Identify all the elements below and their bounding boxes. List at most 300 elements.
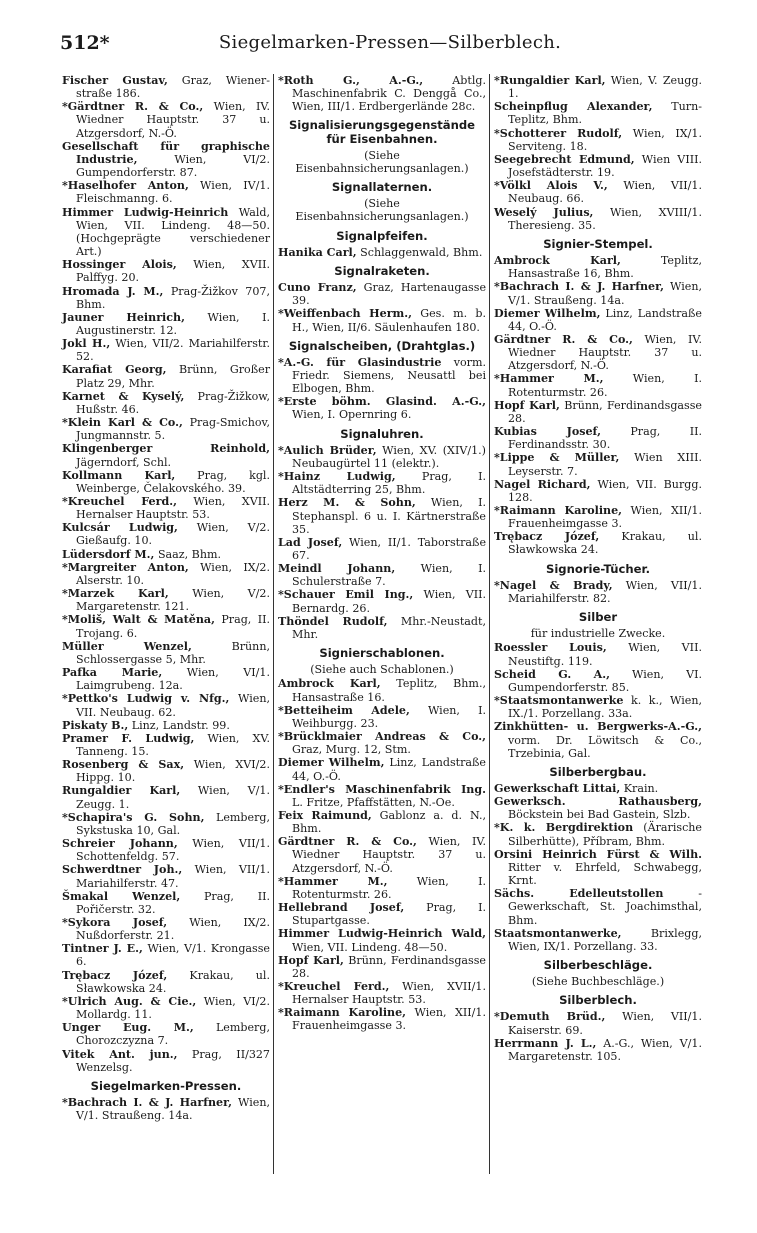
entry-name: *Sykora Josef,: [62, 916, 168, 929]
entry-address: Prag-Žižkov 707, Bhm.: [76, 284, 270, 311]
entry-address: Krain.: [620, 781, 659, 795]
column-3: [494, 74, 702, 1063]
directory-entry: [62, 587, 270, 613]
directory-entry: [494, 694, 702, 720]
entry-name: *Weiffenbach Herm.,: [278, 307, 413, 321]
directory-entry: [494, 451, 702, 477]
entry-name: Tintner J. E.,: [62, 942, 143, 956]
directory-entry: [62, 719, 270, 732]
entry-name: Lüdersdorf M.,: [62, 547, 155, 561]
directory-entry: [494, 372, 702, 398]
entry-address: Wien, II/1. Taborstraße 67.: [292, 535, 487, 562]
entry-name: Roessler Louis,: [494, 641, 607, 655]
entry-list: [494, 254, 702, 557]
directory-entry: [278, 307, 486, 333]
entry-address: Prag, II/327 Wenzelsg.: [76, 1047, 270, 1074]
entry-list: [62, 1096, 270, 1122]
entry-address: Brünn, Großer Platz 29, Mhr.: [76, 363, 270, 390]
entry-address: Wien, IV. Wiedner Hauptstr. 37 u. Atzgersdorf, N.-Ö.: [76, 100, 270, 140]
section-heading: Siegelmarken-Pressen.: [90, 1078, 242, 1093]
entry-address: Prag, II. Trojang. 6.: [76, 613, 270, 640]
entry-address: Wien, IV. Wiedner Hauptstr. 37 u. Atzgersdorf, N.-Ö.: [292, 835, 486, 875]
entry-address: Brixlegg, Wien, IX/1. Porzellang. 33.: [508, 926, 702, 953]
entry-address: Wien, IV. Wiedner Hauptstr. 37 u. Atzgersdorf, N.-Ö.: [508, 332, 702, 373]
directory-entry: [494, 127, 702, 153]
entry-list: [278, 444, 486, 641]
entry-name: Gärdtner R. & Co.,: [494, 332, 633, 346]
entry-name: Gewerkschaft Littai,: [494, 781, 621, 795]
entry-name: Staatsmontanwerke,: [494, 926, 622, 940]
entry-address: Wien, XVIII/1. Theresieng. 35.: [508, 205, 702, 232]
entry-name: *Staatsmontanwerke: [494, 694, 624, 708]
entry-name: Hromada J. M.,: [62, 284, 164, 298]
entry-name: *Demuth Brüd.,: [494, 1010, 606, 1024]
entry-address: Wien, IX/1. Serviteng. 18.: [508, 126, 703, 153]
entry-address: Linz, Landstraße 44, O.-Ö.: [292, 756, 486, 783]
directory-entry: [62, 548, 270, 561]
directory-entry: [62, 758, 270, 784]
directory-entry: [62, 311, 270, 337]
entry-name: Müller Wenzel,: [62, 639, 192, 653]
entry-address: Wien, I. Opernring 6.: [292, 408, 412, 422]
entry-address: Wien, VI/2. Gumpendorferstr. 87.: [76, 152, 270, 180]
directory-entry: [494, 206, 702, 232]
entry-address: Wien, VII/1. Neubaug. 66.: [508, 179, 702, 206]
directory-entry: [62, 206, 270, 259]
entry-address: Prag-Smichov, Jungmannstr. 5.: [76, 416, 270, 443]
directory-entry: [494, 1037, 702, 1063]
entry-address: L. Fritze, Pfaffstätten, N.-Oe.: [292, 795, 455, 809]
directory-entry: [494, 530, 702, 556]
entry-list: [278, 281, 486, 334]
entry-address: Brünn, Ferdinandsgasse 28.: [292, 953, 486, 980]
entry-address: Wien, VI/1. Laimgrubeng. 12a.: [76, 666, 270, 693]
entry-address: Graz, Hartenaugasse 39.: [292, 281, 487, 308]
entry-list: [278, 246, 486, 259]
entry-name: Pramer F. Ludwig,: [62, 731, 195, 745]
entry-address: Krakau, ul. Sławkowska 24.: [76, 968, 270, 995]
entry-address: Wien, XV. (XIV/1.) Neubaugürtel 11 (elektr.).: [292, 443, 486, 470]
entry-name: *Hammer M.,: [278, 874, 388, 888]
directory-entry: [494, 307, 702, 333]
entry-list: [494, 641, 702, 759]
entry-name: *Margreiter Anton,: [62, 560, 189, 574]
directory-entry: [278, 875, 486, 901]
entry-name: *Endler's Maschinenfabrik Ing.: [278, 782, 486, 796]
entry-list: [494, 1010, 702, 1063]
section-heading: Signalpfeifen.: [336, 228, 428, 243]
section-note: (Siehe Buchbeschläge.): [531, 975, 665, 989]
directory-entry: [278, 927, 486, 953]
entry-address: Prag, I. Stupartgasse.: [292, 901, 486, 928]
entry-name: *Raimann Karoline,: [278, 1006, 407, 1020]
entry-name: *Bachrach I. & J. Harfner,: [494, 280, 664, 294]
directory-entry: [494, 1010, 702, 1036]
directory-entry: [62, 1048, 270, 1074]
column-divider: [489, 74, 490, 1174]
entry-address: Prag-Žižkow, Hußstr. 46.: [76, 389, 270, 416]
entry-name: *Pettko's Ludwig v. Nfg.,: [62, 692, 230, 706]
entry-address: Prag, I. Altstädterring 25, Bhm.: [292, 470, 486, 497]
entry-list: [494, 74, 702, 232]
directory-columns: [62, 74, 702, 1214]
entry-address: Wien, V/1. Straußeng. 14a.: [76, 1096, 270, 1123]
directory-entry: [494, 641, 702, 667]
entry-address: Wien, VII/2. Mariahilferstr. 52.: [76, 337, 270, 364]
entry-name: *Moliš, Walt & Matěna,: [62, 613, 215, 627]
entry-address: Wien, VII/1. Mariahilferstr. 82.: [508, 578, 702, 605]
entry-address: Wien, XVII. Palffyg. 20.: [76, 258, 271, 285]
entry-name: Diemer Wilhelm,: [494, 306, 601, 320]
directory-entry: [494, 668, 702, 694]
entry-name: Scheinpflug Alexander,: [494, 100, 653, 114]
entry-address: Schlaggenwald, Bhm.: [356, 245, 483, 259]
directory-entry: [62, 100, 270, 139]
entry-address: Krakau, ul. Sławkowska 24.: [508, 530, 702, 557]
entry-address: vorm. Dr. Löwitsch & Co., Trzebinia, Gal.: [508, 733, 702, 760]
entry-address: Wien, V/1. Straußeng. 14a.: [508, 280, 702, 307]
entry-name: *Marzek Karl,: [62, 587, 169, 601]
entry-name: Šmakal Wenzel,: [62, 889, 181, 903]
entry-address: - Gewerkschaft, St. Joachimsthal, Bhm.: [508, 887, 703, 927]
entry-address: Wien, I. Stephanspl. 6 u. I. Kärtnerstraße 35.: [292, 496, 486, 536]
entry-address: (Ärarische Silberhütte), Příbram, Bhm.: [508, 821, 702, 848]
directory-entry: [62, 258, 270, 284]
entry-address: Lemberg, Sykstuska 10, Gal.: [76, 810, 271, 837]
entry-address: Abtlg. Maschinenfabrik C. Denggå Co., Wien, III/1. Erdbergerlände 28c.: [292, 74, 486, 114]
entry-name: Unger Eug. M.,: [62, 1021, 194, 1035]
directory-entry: [494, 179, 702, 205]
entry-name: Gärdtner R. & Co.,: [278, 835, 417, 849]
section-heading: Signalraketen.: [334, 263, 430, 278]
entry-name: Rosenberg & Sax,: [62, 758, 185, 772]
entry-address: Wien, XII/1. Frauenheimgasse 3.: [292, 1006, 486, 1033]
section-note: (Siehe auch Schablonen.): [310, 663, 454, 677]
entry-name: Sächs. Edelleutstollen: [494, 887, 664, 901]
directory-entry: [494, 821, 702, 847]
entry-name: *Lippe & Müller,: [494, 451, 620, 465]
section-heading: Signier-Stempel.: [543, 236, 653, 251]
entry-name: Jokl H.,: [62, 337, 111, 351]
entry-address: Wien, VII. Lindeng. 48—50.: [292, 940, 448, 954]
entry-name: Klingenberger Reinhold,: [62, 442, 270, 456]
directory-entry: [278, 615, 486, 641]
entry-address: Wien, VII/1. Kaiserstr. 69.: [508, 1010, 702, 1037]
directory-entry: [62, 784, 270, 810]
entry-name: *Schapira's G. Sohn,: [62, 810, 205, 824]
entry-address: Wien, VII. Bernardg. 26.: [292, 588, 486, 615]
entry-name: *Klein Karl & Co.,: [62, 416, 183, 430]
entry-address: Wien, V/2. Gießaufg. 10.: [76, 521, 270, 548]
entry-name: *Schauer Emil Ing.,: [278, 588, 414, 602]
entry-address: Turn-Teplitz, Bhm.: [508, 100, 702, 127]
directory-entry: [62, 613, 270, 639]
directory-entry: [278, 704, 486, 730]
entry-address: Böckstein bei Bad Gastein, Slzb.: [508, 808, 691, 822]
directory-entry: [62, 837, 270, 863]
directory-entry: [494, 153, 702, 179]
entry-name: Cuno Franz,: [278, 281, 357, 295]
entry-name: Trębacz Józef,: [62, 968, 168, 982]
directory-entry: [62, 521, 270, 547]
directory-entry: [62, 811, 270, 837]
entry-address: Gablonz a. d. N., Bhm.: [292, 808, 486, 836]
entry-address: Wien, I. Rotenturmstr. 26.: [292, 874, 486, 901]
directory-entry: [278, 444, 486, 470]
entry-name: Weselý Julius,: [494, 205, 594, 219]
section-heading: Silber: [578, 610, 618, 625]
column-divider: [273, 74, 274, 1174]
directory-entry: [494, 100, 702, 126]
section-heading: Signalisierungsgegenstände für Eisenbahnen.: [288, 118, 476, 146]
entry-name: *Ulrich Aug. & Cie.,: [62, 994, 197, 1008]
directory-entry: [494, 720, 702, 759]
entry-name: Lad Josef,: [278, 535, 343, 549]
entry-address: Wien, I. Schulerstraße 7.: [292, 562, 486, 589]
directory-entry: [278, 470, 486, 496]
entry-name: Vitek Ant. jun.,: [62, 1047, 178, 1061]
directory-entry: [278, 246, 486, 259]
directory-entry: [494, 333, 702, 372]
entry-name: *Schotterer Rudolf,: [494, 126, 623, 140]
entry-address: Ges. m. b. H., Wien, II/6. Säulenhaufen 180.: [292, 307, 486, 334]
entry-name: Meindl Johann,: [278, 562, 396, 576]
entry-address: Wien, XVII. Hernalser Hauptstr. 53.: [76, 495, 270, 522]
directory-entry: [278, 562, 486, 588]
entry-name: Thöndel Rudolf,: [278, 614, 388, 628]
directory-entry: [62, 561, 270, 587]
entry-name: *Betteiheim Adele,: [278, 703, 410, 717]
section-heading: Signalscheiben, (Drahtglas.): [288, 338, 476, 353]
directory-entry: [278, 677, 486, 703]
entry-name: *Nagel & Brady,: [494, 578, 613, 592]
directory-entry: [62, 416, 270, 442]
entry-name: Pafka Marie,: [62, 666, 163, 680]
directory-entry: [62, 1021, 270, 1047]
entry-address: Wien, VII. Neustiftg. 119.: [508, 641, 702, 668]
entry-address: Jägerndorf, Schl.: [76, 455, 172, 469]
entry-name: Rungaldier Karl,: [62, 784, 181, 798]
entry-name: Hopf Karl,: [494, 398, 560, 412]
column-1: [62, 74, 270, 1122]
entry-name: *Kreuchel Ferd.,: [278, 980, 390, 993]
entry-address: Wien, VI/2. Mollardg. 11.: [76, 994, 271, 1022]
entry-name: Seegebrecht Edmund,: [494, 152, 635, 166]
entry-name: Diemer Wilhelm,: [278, 756, 385, 770]
entry-address: Wien, XVI/2. Hippg. 10.: [76, 758, 270, 785]
section-heading: Signallaternen.: [331, 180, 433, 195]
directory-entry: [62, 1096, 270, 1122]
entry-address: Lemberg, Chorozczyzna 7.: [76, 1021, 270, 1048]
directory-entry: [62, 179, 270, 205]
entry-name: Himmer Ludwig-Heinrich Wald,: [278, 927, 486, 941]
directory-entry: [278, 835, 486, 874]
section-heading: Silberbergbau.: [549, 764, 647, 779]
directory-entry: [62, 916, 270, 942]
directory-entry: [278, 356, 486, 395]
directory-entry: [62, 363, 270, 389]
section-heading: Signierschablonen.: [319, 646, 445, 661]
entry-name: Schwerdtner Joh.,: [62, 863, 183, 877]
entry-name: *Raimann Karoline,: [494, 504, 623, 517]
entry-name: Nagel Richard,: [494, 477, 591, 491]
entry-name: Ambrock Karl,: [278, 677, 381, 691]
directory-entry: [278, 730, 486, 756]
section-note: (Siehe Eisenbahnsicherungsanlagen.): [295, 197, 469, 224]
directory-entry: [62, 863, 270, 889]
entry-name: *K. k. Bergdirektion: [494, 821, 634, 835]
entry-address: Brünn, Schlossergasse 5, Mhr.: [76, 639, 270, 666]
directory-entry: [494, 399, 702, 425]
entry-name: Zinkhütten- u. Bergwerks-A.-G.,: [494, 720, 702, 734]
entry-address: Wien, XII/1. Frauenheimgasse 3.: [508, 504, 702, 531]
directory-entry: [62, 640, 270, 666]
entry-address: Wien, V/1. Krongasse 6.: [76, 942, 270, 969]
directory-entry: [62, 390, 270, 416]
section-note: für industrielle Zwecke.: [530, 627, 666, 641]
entry-address: Prag, kgl. Weinberge, Čelakovského. 39.: [76, 468, 270, 495]
entry-list: [494, 782, 702, 953]
entry-address: Wien, XV. Tanneng. 15.: [76, 731, 271, 758]
entry-address: Prag, II. Pořičerstr. 32.: [76, 889, 270, 916]
entry-address: Wien, VII. Burgg. 128.: [508, 477, 702, 504]
entry-list: [278, 356, 486, 422]
directory-entry: [278, 536, 486, 562]
entry-address: Wien, IV/1. Fleischmanng. 6.: [76, 179, 270, 206]
entry-name: *Erste böhm. Glasind. A.-G.,: [278, 395, 486, 409]
entry-name: *Völkl Alois V.,: [494, 179, 608, 193]
page-number: 512*: [60, 32, 110, 54]
entry-name: Herrmann J. L.,: [494, 1036, 597, 1050]
entry-address: Graz, Wiener-straße 186.: [76, 74, 270, 101]
entry-address: Mhr.-Neustadt, Mhr.: [292, 614, 486, 641]
entry-address: k. k., Wien, IX./1. Porzellang. 33a.: [508, 694, 702, 721]
directory-entry: [62, 890, 270, 916]
entry-name: Hossinger Alois,: [62, 258, 177, 272]
entry-address: Wien, I. Weihburgg. 23.: [292, 703, 486, 730]
entry-address: Wien XIII. Leyserstr. 7.: [508, 451, 702, 478]
entry-address: vorm. Friedr. Siemens, Neusattl bei Elbogen, Bhm.: [292, 355, 487, 396]
directory-entry: [494, 280, 702, 306]
entry-address: Ritter v. Ehrfeld, Schwabegg, Krnt.: [508, 860, 702, 888]
entry-address: Wien, V/1. Zeugg. 1.: [76, 784, 270, 811]
directory-entry: [494, 795, 702, 821]
entry-name: *A.-G. für Glasindustrie: [278, 355, 442, 369]
entry-name: Kulcsár Ludwig,: [62, 521, 178, 535]
directory-entry: [62, 732, 270, 758]
directory-entry: [494, 254, 702, 280]
entry-name: Kubias Josef,: [494, 425, 601, 439]
section-note: (Siehe Eisenbahnsicherungsanlagen.): [295, 148, 469, 175]
entry-name: Jauner Heinrich,: [62, 310, 185, 324]
entry-name: *Aulich Brüder,: [278, 443, 377, 457]
directory-entry: [278, 980, 486, 1006]
entry-name: Hellebrand Josef,: [278, 901, 405, 915]
entry-name: *Gärdtner R. & Co.,: [62, 100, 204, 114]
page-header: [60, 32, 720, 60]
entry-address: Wien, VI. Gumpendorferstr. 85.: [508, 667, 703, 694]
page-title: Siegelmarken-Pressen—Silberblech.: [218, 32, 562, 53]
entry-name: *Kreuchel Ferd.,: [62, 495, 177, 508]
entry-name: Himmer Ludwig-Heinrich: [62, 205, 229, 219]
entry-address: Teplitz, Bhm., Hansastraße 16.: [292, 677, 487, 704]
directory-entry: [62, 666, 270, 692]
entry-name: *Roth G., A.-G.,: [278, 74, 424, 87]
entry-name: Piskaty B.,: [62, 718, 129, 732]
entry-address: Wien, IX/2. Alserstr. 10.: [76, 560, 270, 587]
directory-entry: [62, 692, 270, 718]
entry-list: [278, 74, 486, 113]
directory-entry: [62, 995, 270, 1021]
directory-entry: [278, 809, 486, 835]
entry-name: *Hammer M.,: [494, 372, 604, 386]
entry-address: Teplitz, Hansastraße 16, Bhm.: [508, 254, 702, 281]
entry-address: Wien, V/2. Margaretenstr. 121.: [76, 587, 270, 614]
entry-name: Karnet & Kyselý,: [62, 389, 185, 403]
directory-entry: [278, 901, 486, 927]
entry-name: Hanika Carl,: [278, 245, 357, 259]
directory-entry: [62, 942, 270, 968]
directory-entry: [278, 281, 486, 307]
section-heading: Silberbeschläge.: [543, 958, 653, 972]
entry-list: [278, 677, 486, 1032]
entry-name: Kollmann Karl,: [62, 468, 176, 482]
directory-entry: [278, 588, 486, 614]
directory-entry: [494, 579, 702, 605]
entry-address: Graz, Murg. 12, Stm.: [292, 743, 411, 757]
entry-name: Herz M. & Sohn,: [278, 496, 416, 510]
entry-name: Gewerksch. Rathausberg,: [494, 795, 702, 809]
entry-address: Wien, V. Zeugg. 1.: [508, 74, 702, 101]
directory-entry: [278, 74, 486, 113]
entry-name: *Brücklmaier Andreas & Co.,: [278, 730, 486, 744]
entry-name: Feix Raimund,: [278, 808, 372, 822]
entry-name: *Bachrach I. & J. Harfner,: [62, 1096, 232, 1110]
section-heading: Silberblech.: [559, 993, 637, 1008]
directory-entry: [62, 442, 270, 468]
entry-name: *Hainz Ludwig,: [278, 470, 396, 484]
entry-name: Gesellschaft für graphische Industrie,: [62, 139, 270, 166]
directory-entry: [494, 504, 702, 530]
entry-name: Ambrock Karl,: [494, 254, 621, 268]
entry-name: Karafiat Georg,: [62, 363, 167, 377]
directory-entry: [62, 337, 270, 363]
section-heading: Signorie-Tücher.: [545, 561, 651, 576]
directory-entry: [494, 782, 702, 795]
entry-address: Wien, VII/1. Schottenfeldg. 57.: [76, 837, 270, 864]
directory-entry: [494, 887, 702, 926]
entry-name: Trębacz Józef,: [494, 530, 600, 544]
section-heading: Signaluhren.: [340, 426, 424, 441]
entry-name: *Haselhofer Anton,: [62, 179, 189, 193]
entry-list: [62, 74, 270, 1074]
entry-name: Orsini Heinrich Fürst & Wilh.: [494, 847, 702, 861]
entry-address: Wien, XVII/1. Hernalser Hauptstr. 53.: [292, 980, 486, 1007]
entry-name: Scheid G. A.,: [494, 667, 610, 681]
directory-entry: [494, 927, 702, 953]
entry-list: [494, 579, 702, 605]
entry-address: Wien VIII. Josefstädterstr. 19.: [508, 152, 702, 180]
entry-address: Prag, II. Ferdinandsstr. 30.: [508, 425, 702, 452]
directory-entry: [278, 395, 486, 421]
directory-entry: [62, 285, 270, 311]
entry-name: *Rungaldier Karl,: [494, 74, 606, 87]
entry-name: Hopf Karl,: [278, 953, 344, 967]
entry-address: Wien, IX/2. Nußdorferstr. 21.: [76, 916, 270, 943]
entry-address: Wien, I. Rotenturmstr. 26.: [508, 372, 702, 399]
entry-address: Linz, Landstraße 44, O.-Ö.: [508, 306, 702, 333]
entry-name: Fischer Gustav,: [62, 74, 168, 87]
